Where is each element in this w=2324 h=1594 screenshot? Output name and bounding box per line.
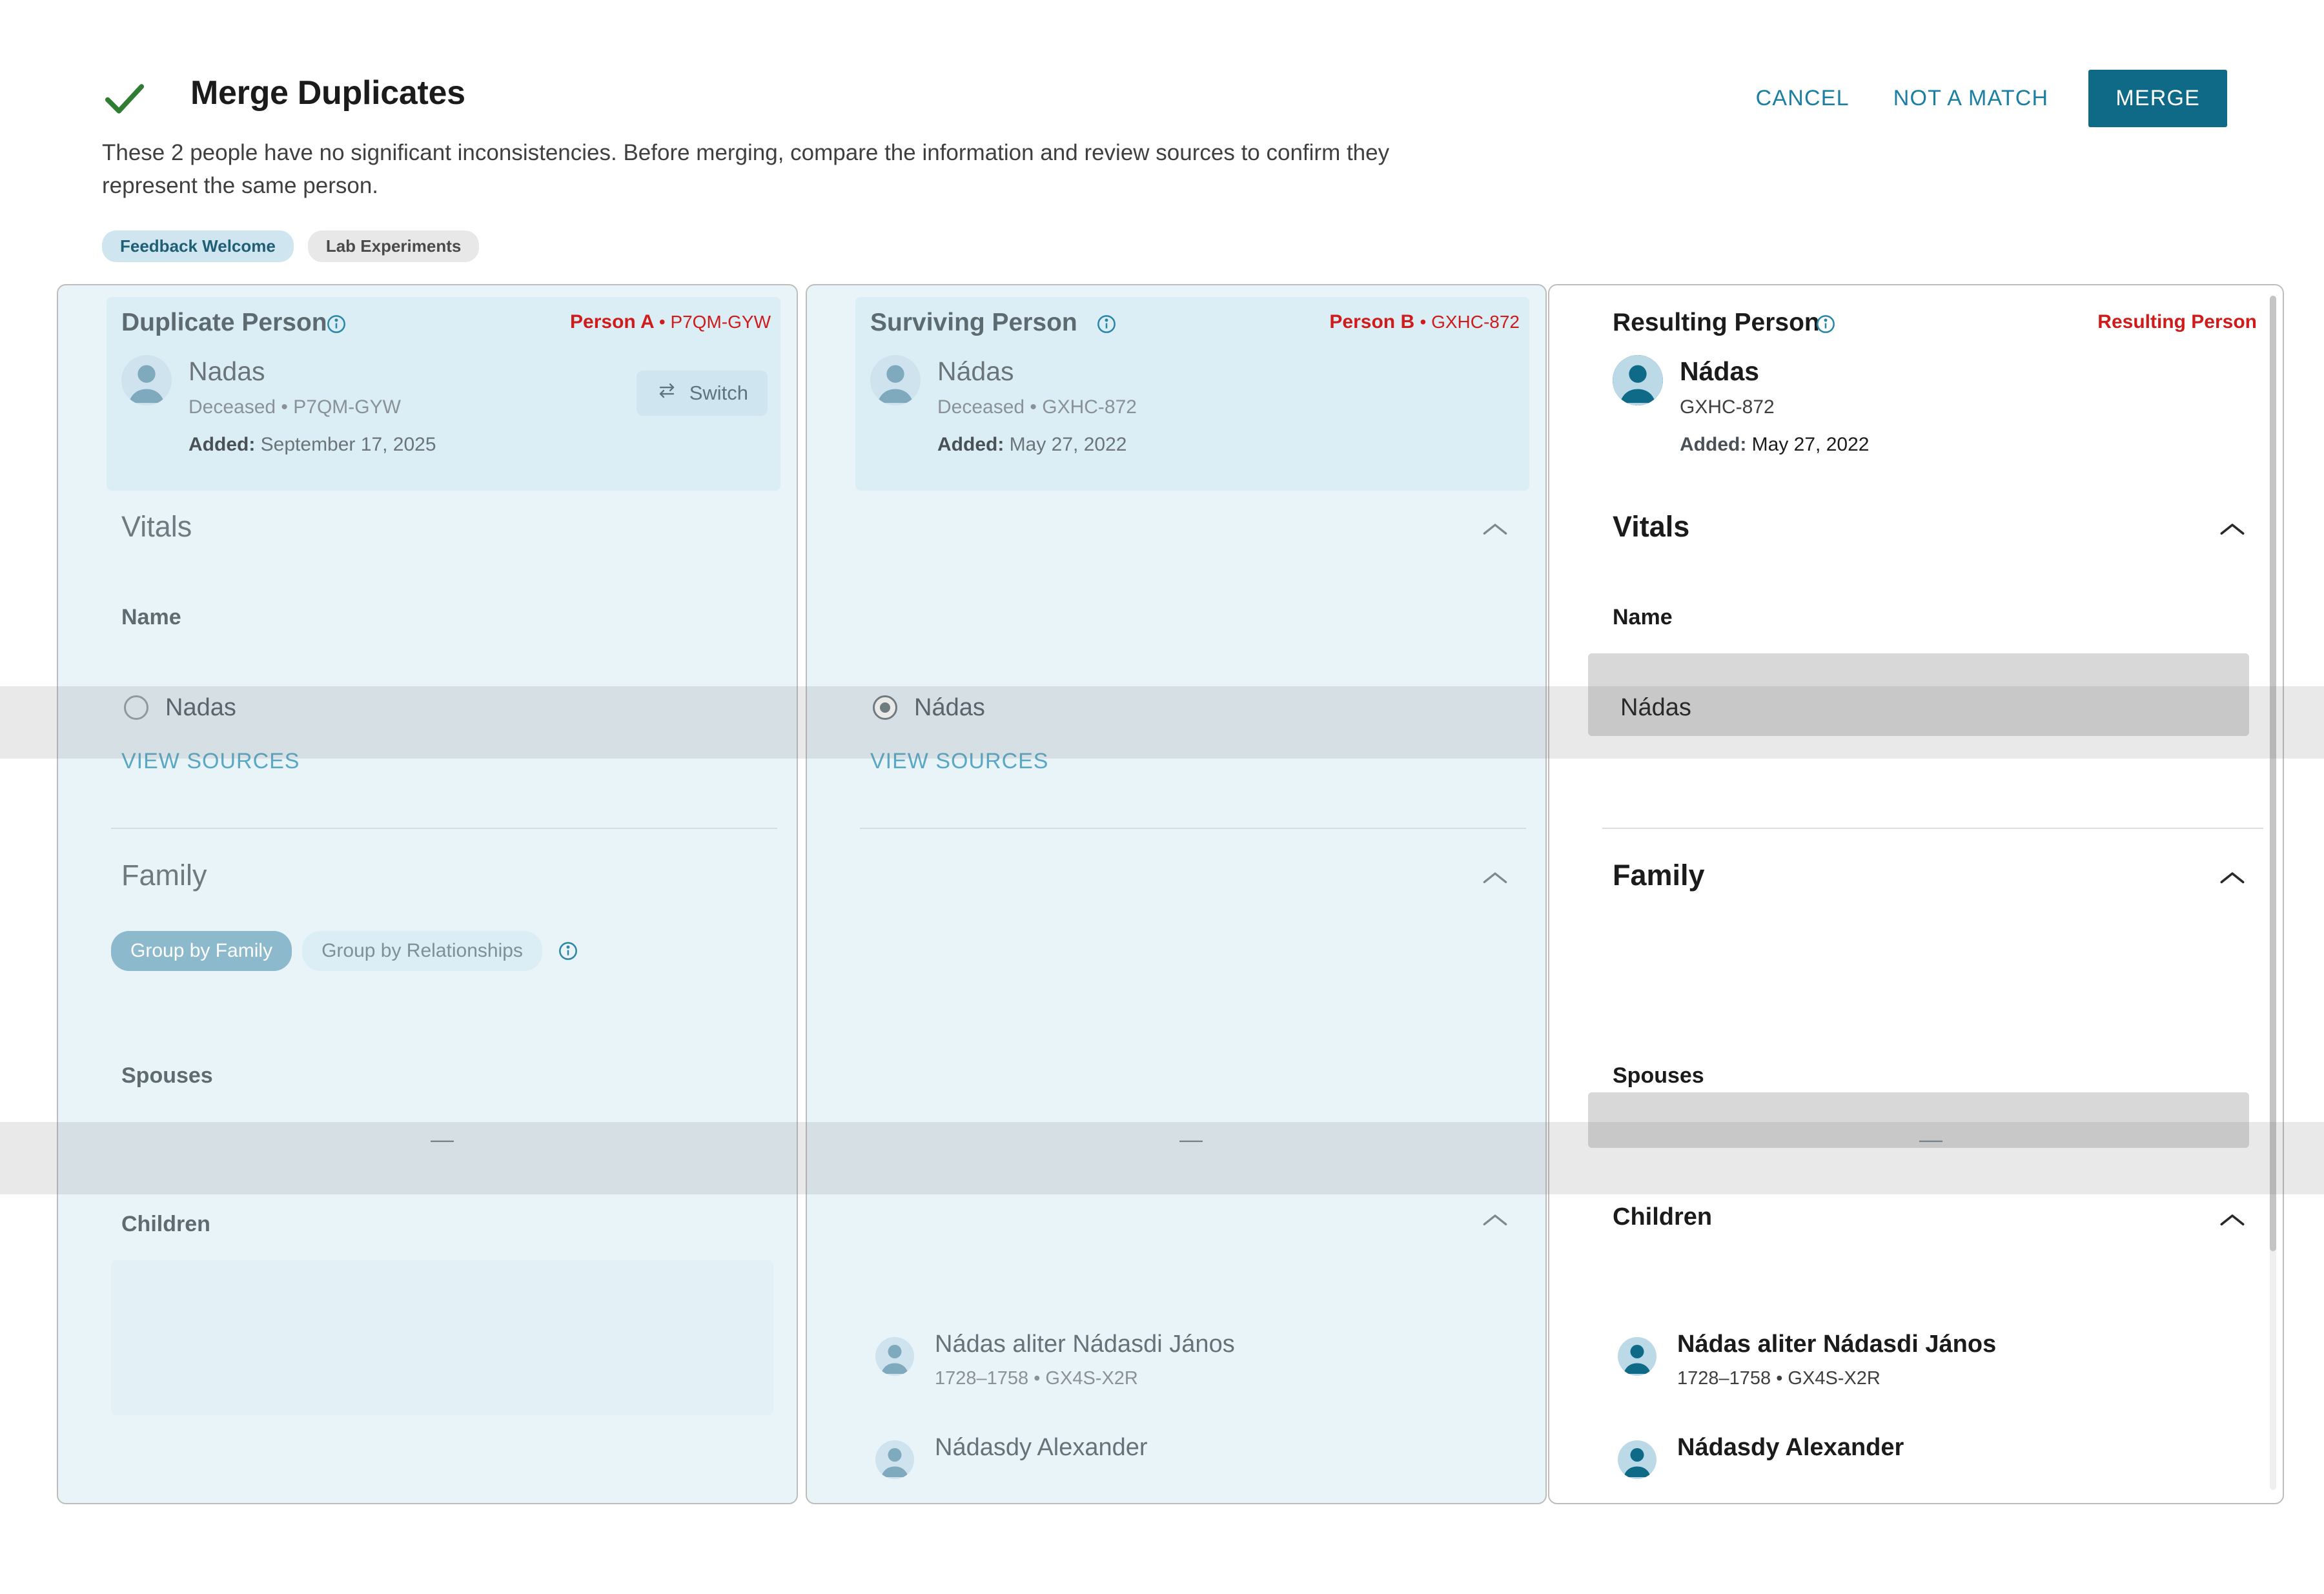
person-meta: Deceased • GXHC-872 bbox=[937, 396, 1137, 418]
info-icon[interactable] bbox=[326, 314, 347, 334]
section-family-title: Family bbox=[1613, 859, 1705, 892]
column-b-badge: Person B • GXHC-872 bbox=[1329, 311, 1520, 332]
view-sources-link[interactable]: VIEW SOURCES bbox=[870, 749, 1049, 773]
child-name: Nádasdy Alexander bbox=[1677, 1434, 1904, 1461]
column-b-title: Surviving Person bbox=[870, 309, 1077, 336]
column-c-badge: Resulting Person bbox=[2097, 311, 2257, 332]
section-family bbox=[807, 847, 1545, 917]
person-added bbox=[1680, 434, 1869, 456]
chevron-up-icon[interactable] bbox=[2219, 522, 2245, 537]
section-vitals-title: Vitals bbox=[1613, 510, 1690, 543]
person-added-label: Added: bbox=[189, 434, 256, 455]
section-children bbox=[1549, 1189, 2283, 1259]
column-duplicate-person bbox=[57, 284, 798, 1504]
chevron-up-icon[interactable] bbox=[1482, 870, 1508, 886]
spouses-empty-value: — bbox=[1919, 1126, 1942, 1152]
switch-button[interactable] bbox=[637, 371, 768, 416]
avatar bbox=[1618, 1440, 1656, 1479]
person-added bbox=[937, 434, 1126, 456]
person-meta: Deceased • P7QM-GYW bbox=[189, 396, 401, 418]
group-by-family-pill[interactable]: Group by Family bbox=[111, 931, 292, 971]
section-vitals bbox=[807, 498, 1545, 568]
avatar bbox=[875, 1440, 914, 1479]
not-a-match-button[interactable]: NOT A MATCH bbox=[1871, 72, 2071, 125]
field-label-name: Name bbox=[121, 605, 181, 629]
chevron-up-icon[interactable] bbox=[1482, 1212, 1508, 1228]
chevron-up-icon[interactable] bbox=[2219, 870, 2245, 886]
vitals-name-value: Nadas bbox=[165, 693, 236, 721]
person-meta: GXHC-872 bbox=[1680, 396, 1775, 418]
section-family bbox=[1549, 847, 2283, 917]
spouses-empty-value: — bbox=[431, 1126, 454, 1152]
column-a-badge: Person A • P7QM-GYW bbox=[570, 311, 771, 332]
person-added-value: May 27, 2022 bbox=[1009, 434, 1127, 455]
person-added-value: May 27, 2022 bbox=[1751, 434, 1870, 455]
column-surviving-person bbox=[806, 284, 1547, 1504]
tag-list bbox=[102, 230, 479, 262]
person-name: Nádas bbox=[937, 356, 1014, 386]
info-icon[interactable] bbox=[1096, 314, 1117, 334]
chevron-up-icon[interactable] bbox=[1482, 522, 1508, 537]
section-children-title: Children bbox=[1613, 1203, 1713, 1231]
section-family bbox=[58, 847, 797, 917]
chevron-up-icon[interactable] bbox=[2219, 1212, 2245, 1228]
column-b-badge-id: GXHC-872 bbox=[1431, 312, 1520, 332]
merge-button[interactable]: MERGE bbox=[2088, 70, 2227, 127]
column-c-header bbox=[1549, 285, 2283, 498]
person-added-label: Added: bbox=[1680, 434, 1747, 455]
avatar bbox=[1618, 1337, 1656, 1376]
page-header bbox=[0, 0, 2324, 278]
field-label-spouses: Spouses bbox=[121, 1063, 213, 1088]
cancel-button[interactable]: CANCEL bbox=[1734, 72, 1871, 125]
comparison-columns bbox=[0, 284, 2324, 1511]
vitals-name-option[interactable] bbox=[860, 678, 1522, 737]
avatar bbox=[121, 355, 172, 405]
person-name: Nádas bbox=[1680, 356, 1760, 386]
column-resulting-person bbox=[1548, 284, 2284, 1504]
info-icon[interactable] bbox=[558, 941, 578, 961]
list-item[interactable] bbox=[1602, 1328, 2263, 1404]
switch-icon bbox=[656, 381, 678, 405]
switch-label: Switch bbox=[689, 382, 748, 404]
section-vitals bbox=[58, 498, 797, 568]
column-b-badge-label: Person B bbox=[1329, 311, 1415, 332]
tag-lab-experiments[interactable]: Lab Experiments bbox=[308, 230, 480, 262]
group-by-toggle bbox=[111, 931, 573, 971]
person-added bbox=[189, 434, 436, 456]
page-subtitle: These 2 people have no significant inconsistencies. Before merging, compare the information and review sources to confirm they represent the same person. bbox=[102, 140, 1390, 198]
children-empty-area bbox=[111, 1260, 773, 1415]
field-label-children: Children bbox=[121, 1212, 210, 1236]
column-c-title: Resulting Person bbox=[1613, 309, 1820, 336]
column-a-badge-id: P7QM-GYW bbox=[670, 312, 771, 332]
vitals-name-value: Nádas bbox=[1620, 693, 1691, 721]
list-item[interactable] bbox=[860, 1431, 1526, 1504]
resulting-name-row bbox=[1602, 678, 2259, 737]
vitals-name-option[interactable] bbox=[111, 678, 773, 737]
person-added-value: September 17, 2025 bbox=[260, 434, 436, 455]
section-vitals bbox=[1549, 498, 2283, 568]
field-label-spouses: Spouses bbox=[1613, 1063, 1704, 1088]
info-icon[interactable] bbox=[1815, 314, 1836, 334]
column-b-header bbox=[807, 285, 1545, 498]
vitals-name-value: Nádas bbox=[914, 693, 985, 721]
child-name: Nádasdy Alexander bbox=[935, 1434, 1148, 1461]
child-name: Nádas aliter Nádasdi János bbox=[1677, 1331, 1997, 1358]
tag-feedback-welcome[interactable]: Feedback Welcome bbox=[102, 230, 294, 262]
column-a-header bbox=[58, 285, 797, 498]
child-meta: 1728–1758 • GX4S-X2R bbox=[935, 1368, 1138, 1389]
list-item[interactable] bbox=[860, 1328, 1526, 1404]
avatar bbox=[875, 1337, 914, 1376]
checkmark-icon bbox=[102, 76, 147, 121]
group-by-relationships-pill[interactable]: Group by Relationships bbox=[302, 931, 542, 971]
avatar bbox=[870, 355, 921, 405]
section-children bbox=[807, 1189, 1545, 1259]
header-actions bbox=[1734, 70, 2227, 127]
child-meta: 1728–1758 • GX4S-X2R bbox=[1677, 1368, 1881, 1389]
list-item[interactable] bbox=[1602, 1431, 2263, 1504]
spouses-empty-value: — bbox=[1179, 1126, 1203, 1152]
radio-icon[interactable] bbox=[124, 695, 148, 720]
section-family-title: Family bbox=[121, 859, 207, 892]
person-name: Nadas bbox=[189, 356, 265, 386]
field-label-name: Name bbox=[1613, 605, 1673, 629]
column-a-badge-label: Person A bbox=[570, 311, 654, 332]
scrollbar[interactable] bbox=[2270, 296, 2276, 1490]
column-a-title: Duplicate Person bbox=[121, 309, 327, 336]
radio-selected-icon[interactable] bbox=[873, 695, 897, 720]
page-title: Merge Duplicates bbox=[190, 74, 465, 112]
view-sources-link[interactable]: VIEW SOURCES bbox=[121, 749, 300, 773]
child-name: Nádas aliter Nádasdi János bbox=[935, 1331, 1235, 1358]
section-vitals-title: Vitals bbox=[121, 510, 192, 543]
person-added-label: Added: bbox=[937, 434, 1004, 455]
scrollbar-thumb[interactable] bbox=[2270, 296, 2276, 1251]
avatar bbox=[1613, 355, 1663, 405]
